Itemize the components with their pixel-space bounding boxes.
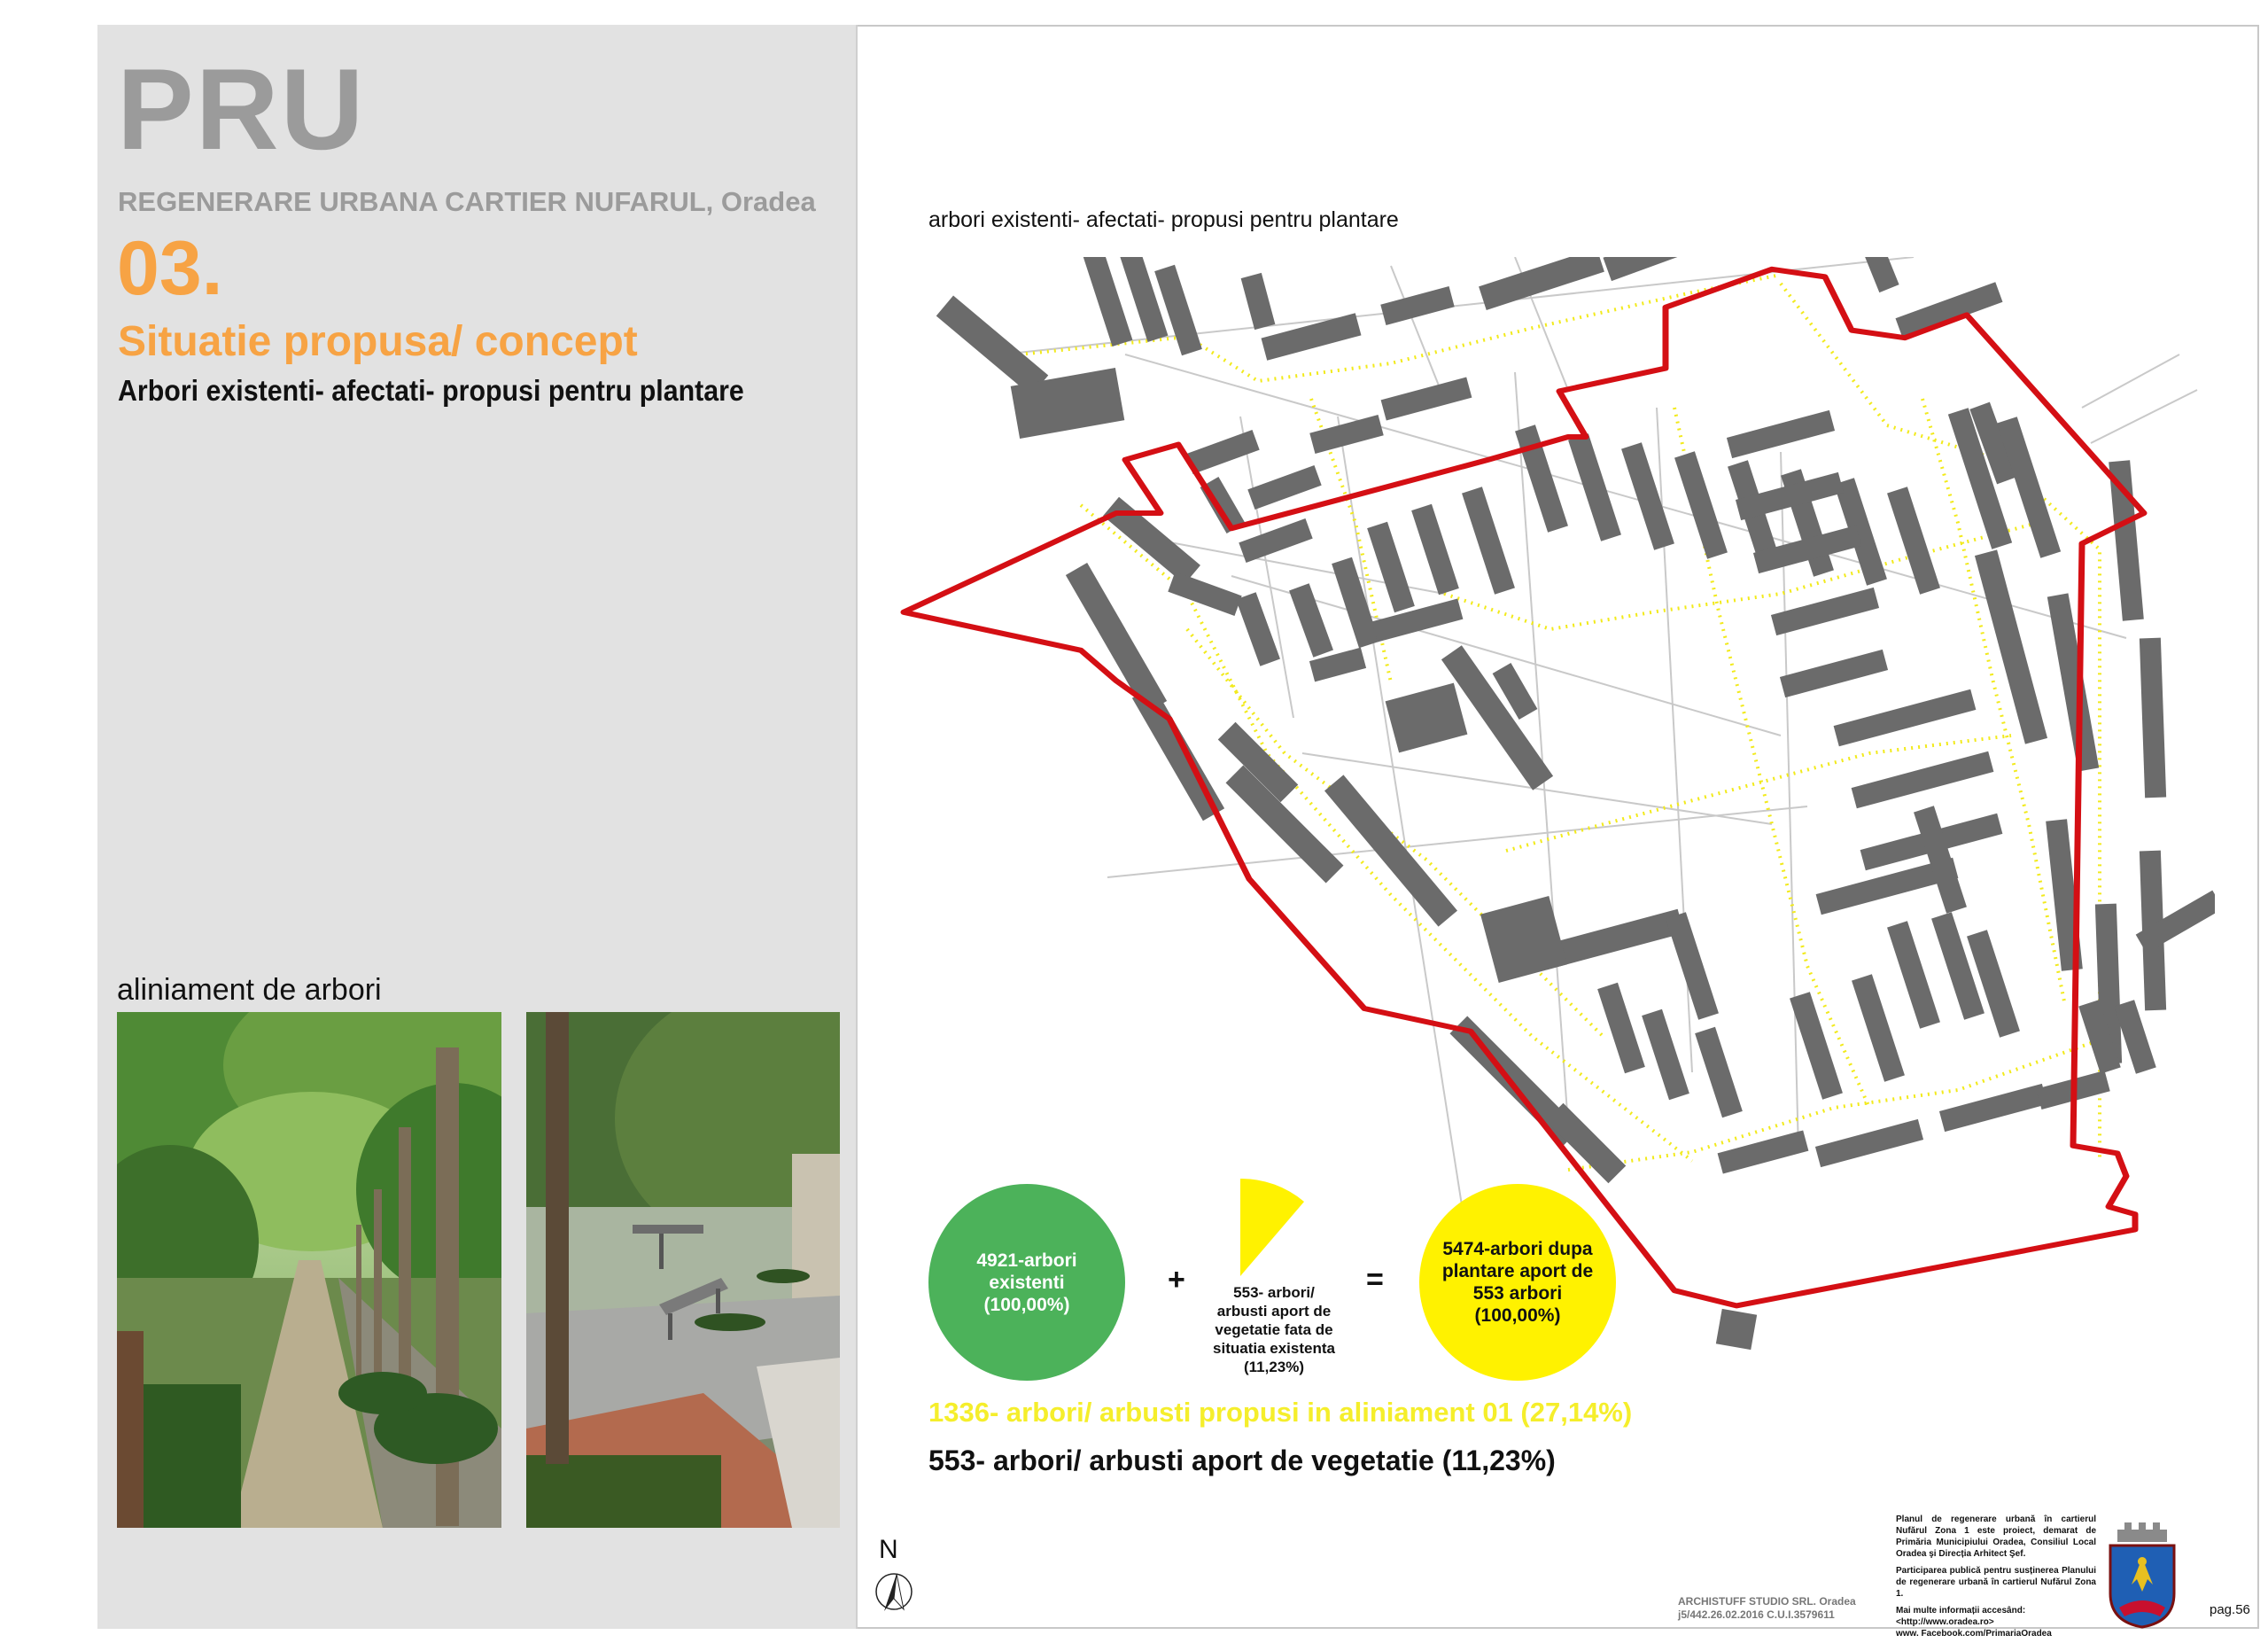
section-subtitle: Arbori existenti- afectati- propusi pentru plantare (118, 374, 744, 407)
street-network (1001, 257, 2197, 1205)
studio-credit (1678, 1595, 1856, 1622)
info-website-link[interactable]: <http://www.oradea.ro> (1896, 1617, 1994, 1627)
plus-sign: + (1168, 1263, 1185, 1296)
total-line-4: (100,00%) (1474, 1305, 1561, 1326)
existing-line-2: existenti (989, 1272, 1065, 1293)
total-trees-circle (1419, 1184, 1616, 1381)
info-more: Mai multe informații accesând: (1896, 1606, 2026, 1616)
existing-trees-circle (928, 1184, 1125, 1381)
total-line-1: 5474-arbori dupa (1442, 1239, 1593, 1259)
section-title: Situatie propusa/ concept (118, 318, 638, 365)
total-line-2: plantare aport de (1441, 1261, 1594, 1281)
added-line-4: situatia existenta (1213, 1340, 1335, 1357)
north-arrow-icon (872, 1537, 916, 1616)
studio-line-1: ARCHISTUFF STUDIO SRL. Oradea (1678, 1595, 1856, 1608)
map-caption: arbori existenti- afectati- propusi pentru plantare (928, 207, 1399, 232)
project-subtitle: REGENERARE URBANA CARTIER NUFARUL, Oradea (118, 186, 816, 217)
info-paragraph-2: Participarea publică pentru susținerea Planului de regenerare urbană în cartierul Nufărul Zona 1. (1896, 1566, 2096, 1599)
pru-logo: PRU (117, 44, 366, 174)
existing-line-1: 4921-arbori (976, 1250, 1077, 1271)
project-info (1896, 1514, 2096, 1639)
total-line-3: 553 arbori (1472, 1283, 1563, 1304)
added-line-5: (11,23%) (1243, 1359, 1305, 1375)
stat-alignment-trees: 1336- arbori/ arbusti propusi in aliniament 01 (27,14%) (928, 1397, 1633, 1428)
info-facebook-link[interactable]: www. Facebook.com/PrimariaOradea (1896, 1629, 2052, 1639)
oradea-coat-of-arms-icon (2105, 1522, 2179, 1629)
info-paragraph-1: Planul de regenerare urbană în cartierul Nufărul Zona 1 este proiect, demarat de Primăria Municipiului Oradea, Consiliul Local Oradea şi Direcția Arhitect Şef. (1896, 1515, 2096, 1559)
tree-alley-photo (117, 1012, 501, 1528)
added-trees-label (1203, 1283, 1345, 1376)
added-line-1: 553- arbori/ (1233, 1284, 1315, 1301)
tree-rows (1019, 275, 2109, 1170)
added-line-3: vegetatie fata de (1215, 1321, 1333, 1338)
north-label: N (879, 1535, 898, 1564)
equals-sign: = (1366, 1263, 1384, 1296)
stat-vegetation-added: 553- arbori/ arbusti aport de vegetatie (11,23%) (928, 1444, 1556, 1476)
page-number: pag.56 (2210, 1602, 2250, 1617)
added-line-2: arbusti aport de (1216, 1303, 1332, 1320)
street-trees-photo (526, 1012, 840, 1528)
existing-line-3: (100,00%) (983, 1294, 1070, 1315)
added-trees-wedge (1223, 1179, 1329, 1285)
section-number: 03. (117, 226, 223, 311)
studio-line-2: j5/442.26.02.2016 C.U.I.3579611 (1678, 1608, 1835, 1621)
photo-caption: aliniament de arbori (117, 973, 382, 1007)
